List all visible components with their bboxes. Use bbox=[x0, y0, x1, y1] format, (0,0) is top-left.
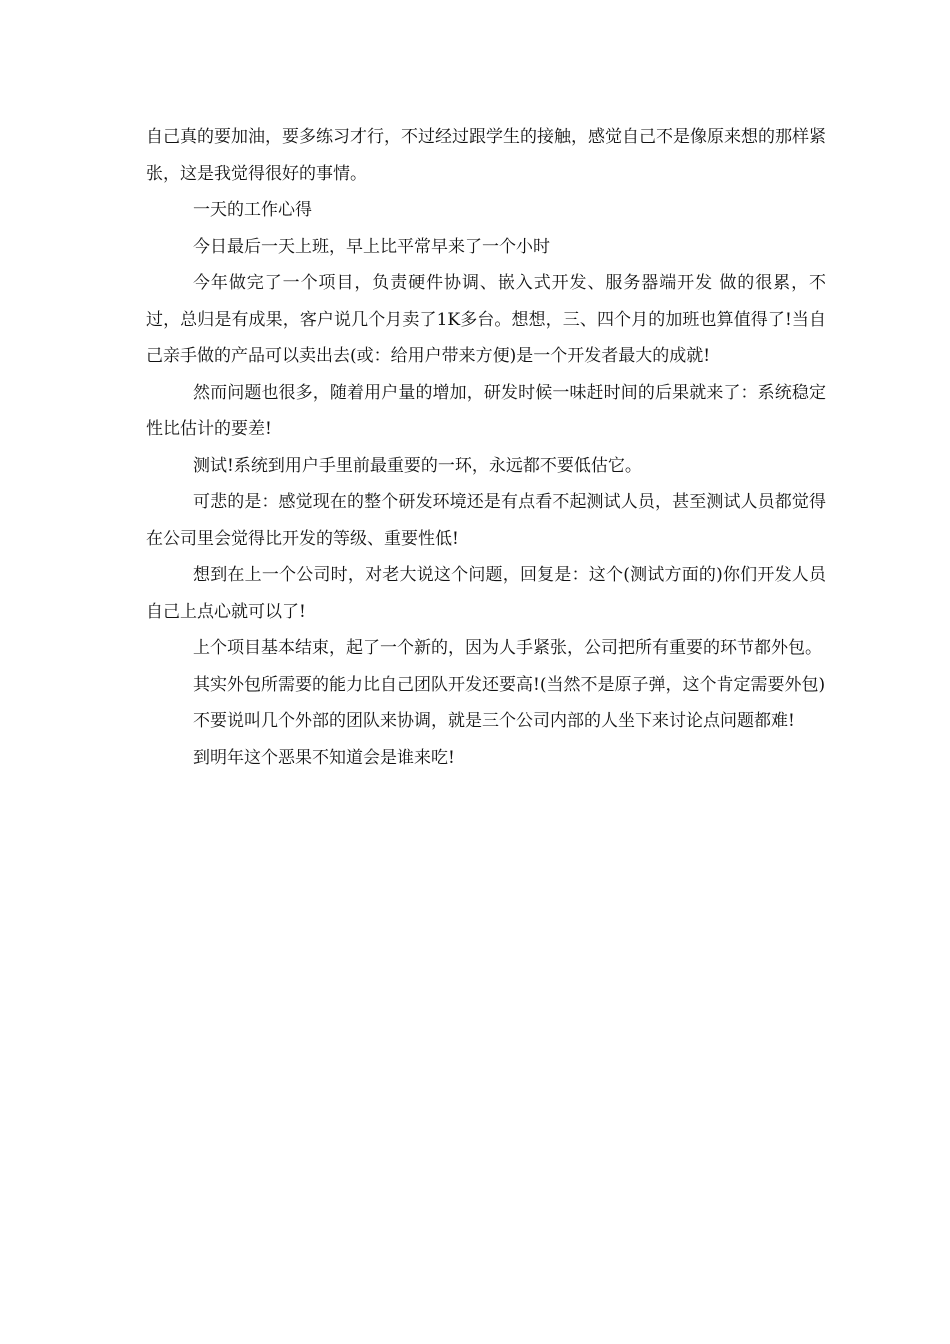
paragraph: 可悲的是：感觉现在的整个研发环境还是有点看不起测试人员，甚至测试人员都觉得在公司里会觉得比开发的等级、重要性低! bbox=[146, 492, 826, 549]
paragraph: 然而问题也很多，随着用户量的增加，研发时候一味赶时间的后果就来了：系统稳定性比估计的要差! bbox=[146, 382, 826, 439]
paragraph: 不要说叫几个外部的团队来协调，就是三个公司内部的人坐下来讨论点问题都难! bbox=[193, 711, 795, 731]
document-body bbox=[146, 119, 826, 776]
paragraph: 今日最后一天上班，早上比平常早来了一个小时 bbox=[193, 236, 550, 257]
paragraph: 测试!系统到用户手里前最重要的一环，永远都不要低估它。 bbox=[193, 455, 642, 476]
paragraph: 想到在上一个公司时，对老大说这个问题，回复是：这个(测试方面的)你们开发人员自己上点心就可以了! bbox=[146, 565, 826, 622]
paragraph: 其实外包所需要的能力比自己团队开发还要高!(当然不是原子弹，这个肯定需要外包) bbox=[193, 674, 826, 695]
paragraph-continued: 自己真的要加油，要多练习才行，不过经过跟学生的接触，感觉自己不是像原来想的那样紧张，这是我觉得很好的事情。 bbox=[146, 127, 826, 184]
paragraph: 上个项目基本结束，起了一个新的，因为人手紧张，公司把所有重要的环节都外包。 bbox=[193, 638, 822, 658]
section-heading: 一天的工作心得 bbox=[193, 200, 312, 220]
paragraph: 到明年这个恶果不知道会是谁来吃! bbox=[193, 747, 455, 768]
paragraph: 今年做完了一个项目，负责硬件协调、嵌入式开发、服务器端开发 做的很累，不过，总归是有成果，客户说几个月卖了1K多台。想想，三、四个月的加班也算值得了!当自己亲手做的产品可以卖出去(或：给用户带来方便)是一个开发者最大的成就! bbox=[146, 273, 826, 366]
